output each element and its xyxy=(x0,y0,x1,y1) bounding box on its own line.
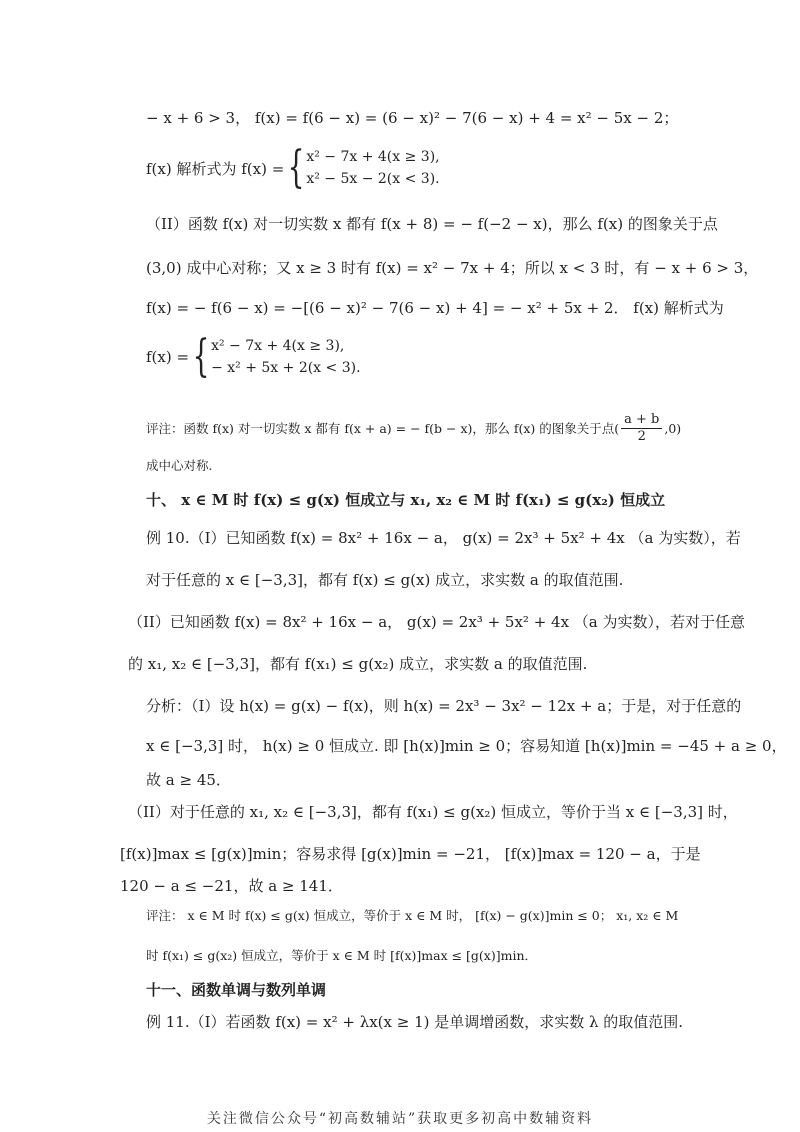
text-line: 对于任意的 x ∈ [−3,3]，都有 f(x) ≤ g(x) 成立，求实数 a 的取值范围. xyxy=(146,571,624,589)
brace-symbol: { xyxy=(192,331,210,382)
remark-line: 评注： x ∈ M 时 f(x) ≤ g(x) 恒成立，等价于 x ∈ M 时， [f(x) − g(x)]min ≤ 0； x₁, x₂ ∈ M xyxy=(146,908,679,923)
case-line: − x² + 5x + 2(x < 3). xyxy=(211,360,361,376)
text-line: [f(x)]max ≤ [g(x)]min；容易求得 [g(x)]min = −21， [f(x)]max = 120 − a，于是 xyxy=(120,845,701,863)
text-line: （II）对于任意的 x₁, x₂ ∈ [−3,3]，都有 f(x₁) ≤ g(x₂) 恒成立，等价于当 x ∈ [−3,3] 时， xyxy=(128,803,738,821)
text-line: x ∈ [−3,3] 时， h(x) ≥ 0 恒成立. 即 [h(x)]min ≥ 0；容易知道 [h(x)]min = −45 + a ≥ 0， xyxy=(146,737,787,755)
case-line: x² − 7x + 4(x ≥ 3), xyxy=(306,149,440,165)
text-line: f(x) = − f(6 − x) = −[(6 − x)² − 7(6 − x) + 4] = − x² + 5x + 2． f(x) 解析式为 xyxy=(146,299,724,317)
text-line: (3,0) 成中心对称；又 x ≥ 3 时有 f(x) = x² − 7x + 4；所以 x < 3 时，有 − x + 6 > 3， xyxy=(146,259,759,277)
remark-line: 成中心对称. xyxy=(146,458,213,473)
text-line: 例 10.（I）已知函数 f(x) = 8x² + 16x − a， g(x) = 2x³ + 5x² + 4x （a 为实数），若 xyxy=(146,529,741,547)
fraction-numerator: a + b xyxy=(621,412,662,429)
section-heading: 十、 x ∈ M 时 f(x) ≤ g(x) 恒成立与 x₁, x₂ ∈ M 时 f(x₁) ≤ g(x₂) 恒成立 xyxy=(146,491,666,509)
text-line: − x + 6 > 3， f(x) = f(6 − x) = (6 − x)² − 7(6 − x) + 4 = x² − 5x − 2； xyxy=(146,109,679,127)
formula-prefix: f(x) 解析式为 f(x) = xyxy=(146,159,285,178)
case-line: x² − 5x − 2(x < 3). xyxy=(306,171,440,187)
text-line: 例 11.（I）若函数 f(x) = x² + λx(x ≥ 1) 是单调增函数，求实数 λ 的取值范围. xyxy=(146,1013,684,1031)
text-line: 120 − a ≤ −21，故 a ≥ 141． xyxy=(120,877,343,895)
section-heading: 十一、函数单调与数列单调 xyxy=(146,981,327,999)
remark-text: ,0) xyxy=(664,420,682,436)
formula-cases xyxy=(211,335,360,379)
remark-line: 时 f(x₁) ≤ g(x₂) 恒成立，等价于 x ∈ M 时 [f(x)]max ≤ [g(x)]min． xyxy=(146,948,538,963)
text-line: （II）函数 f(x) 对一切实数 x 都有 f(x + 8) = − f(−2 − x)，那么 f(x) 的图象关于点 xyxy=(146,215,718,233)
remark-line xyxy=(146,412,681,445)
text-line: 故 a ≥ 45． xyxy=(146,771,231,789)
text-line: 分析：（I）设 h(x) = g(x) − f(x)，则 h(x) = 2x³ − 3x² − 12x + a；于是，对于任意的 xyxy=(146,697,742,715)
page-footer: 关注微信公众号“初高数辅站”获取更多初高中数辅资料 xyxy=(206,1111,594,1127)
piecewise-formula xyxy=(146,142,440,193)
formula-cases xyxy=(306,146,439,190)
text-line: 的 x₁, x₂ ∈ [−3,3]，都有 f(x₁) ≤ g(x₂) 成立，求实数 a 的取值范围. xyxy=(128,655,588,673)
fraction-denominator: 2 xyxy=(637,429,646,444)
piecewise-formula xyxy=(146,331,361,382)
case-line: x² − 7x + 4(x ≥ 3), xyxy=(211,338,345,354)
formula-prefix: f(x) = xyxy=(146,348,190,366)
remark-text: 评注：函数 f(x) 对一切实数 x 都有 f(x + a) = − f(b − x)，那么 f(x) 的图象关于点( xyxy=(146,420,620,436)
text-line: （II）已知函数 f(x) = 8x² + 16x − a， g(x) = 2x³ + 5x² + 4x （a 为实数），若对于任意 xyxy=(128,613,746,631)
fraction xyxy=(621,412,662,445)
brace-symbol: { xyxy=(287,142,305,193)
